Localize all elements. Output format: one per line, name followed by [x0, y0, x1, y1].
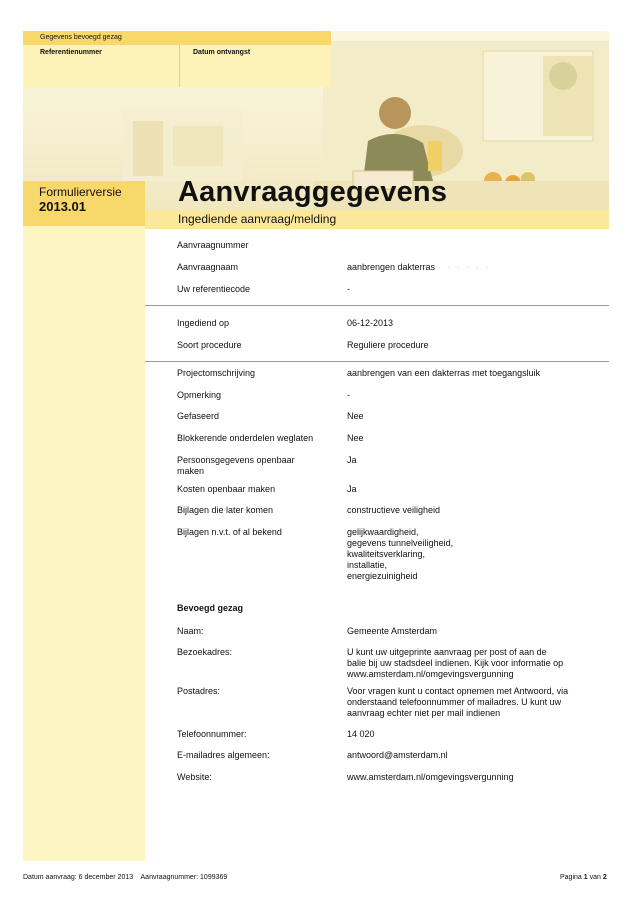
form-version-label: Formulierversie [39, 185, 122, 199]
field-label: Gefaseerd [177, 411, 220, 421]
list-item: installatie, [347, 560, 388, 570]
form-version-box [23, 181, 145, 226]
text-line: onderstaand telefoonnummer of mailadres. U kunt uw [347, 697, 562, 707]
field-value: Reguliere procedure [347, 340, 429, 350]
page-mid: van [587, 874, 603, 881]
field-label: Blokkerende onderdelen weglaten [177, 433, 314, 443]
page-total: 2 [602, 874, 607, 881]
list-item: gelijkwaardigheid, [347, 527, 419, 537]
field-label: Bijlagen die later komen [177, 505, 274, 515]
subtitle-band [145, 210, 609, 229]
field-value: - [347, 284, 350, 294]
field-label: Telefoonnummer: [177, 729, 247, 739]
field-label: Postadres: [177, 686, 221, 696]
website-link[interactable]: www.amsterdam.nl/omgevingsvergunning [347, 772, 514, 782]
field-value [347, 647, 597, 680]
field-value-list [347, 527, 597, 582]
field-label [177, 455, 337, 477]
authority-info-box [23, 31, 331, 87]
field-label: Projectomschrijving [177, 368, 256, 378]
list-item: kwaliteitsverklaring, [347, 549, 426, 559]
reference-number-label: Referentienummer [40, 49, 102, 56]
field-value [347, 686, 597, 719]
text-line: Voor vragen kunt u contact opnemen met Antwoord, via [347, 686, 569, 696]
field-label: Aanvraagnummer [177, 240, 249, 250]
phone-value: 14 020 [347, 729, 375, 739]
field-value: Nee [347, 433, 364, 443]
text-line: aanvraag echter niet per mail indienen [347, 708, 501, 718]
field-value: aanbrengen van een dakterras met toegangsluik [347, 368, 541, 378]
page-prefix: Pagina [560, 874, 584, 881]
text-line: U kunt uw uitgeprinte aanvraag per post of aan de [347, 647, 547, 657]
field-label: Aanvraagnaam [177, 262, 239, 272]
field-label: Uw referentiecode [177, 284, 251, 294]
field-label: Website: [177, 772, 212, 782]
field-label: Bijlagen n.v.t. of al bekend [177, 527, 282, 537]
field-label: Opmerking [177, 390, 222, 400]
section-divider [145, 361, 609, 362]
redacted-text: · · · · · · [437, 262, 491, 272]
page-indicator [560, 874, 607, 881]
field-label: Ingediend op [177, 318, 230, 328]
field-value: Gemeente Amsterdam [347, 626, 438, 636]
website-link[interactable]: www.amsterdam.nl/omgevingsvergunning [347, 669, 514, 679]
field-label-line: Persoonsgegevens openbaar [177, 455, 295, 465]
field-value [347, 262, 597, 273]
page-title: Aanvraaggegevens [178, 176, 448, 208]
text-line: balie bij uw stadsdeel indienen. Kijk voor informatie op [347, 658, 564, 668]
section-divider [145, 305, 609, 306]
list-item: gegevens tunnelveiligheid, [347, 538, 454, 548]
request-name-value: aanbrengen dakterras [347, 262, 436, 272]
field-label: Kosten openbaar maken [177, 484, 276, 494]
field-label: E-mailadres algemeen: [177, 750, 270, 760]
left-sidebar [23, 181, 145, 861]
authority-strip: Gegevens bevoegd gezag [23, 31, 331, 45]
field-label: Soort procedure [177, 340, 242, 350]
field-value: - [347, 390, 350, 400]
footer-request-info: Datum aanvraag: 6 december 2013 Aanvraagnummer: 1099369 [23, 874, 228, 881]
date-received-label: Datum ontvangst [193, 49, 251, 56]
field-value: 06-12-2013 [347, 318, 394, 328]
field-value: constructieve veiligheid [347, 505, 441, 515]
field-value: Ja [347, 484, 357, 494]
field-value: Ja [347, 455, 357, 465]
page-current: 1 [583, 874, 588, 881]
email-link[interactable]: antwoord@amsterdam.nl [347, 750, 448, 760]
field-label: Naam: [177, 626, 204, 636]
authority-heading: Bevoegd gezag [177, 603, 244, 613]
form-version-value: 2013.01 [39, 199, 86, 214]
list-item: energiezuinigheid [347, 571, 418, 581]
page-subtitle: Ingediende aanvraag/melding [178, 212, 337, 226]
field-label-line: maken [177, 466, 205, 476]
field-label: Bezoekadres: [177, 647, 233, 657]
box-divider [179, 45, 180, 87]
field-value: Nee [347, 411, 364, 421]
